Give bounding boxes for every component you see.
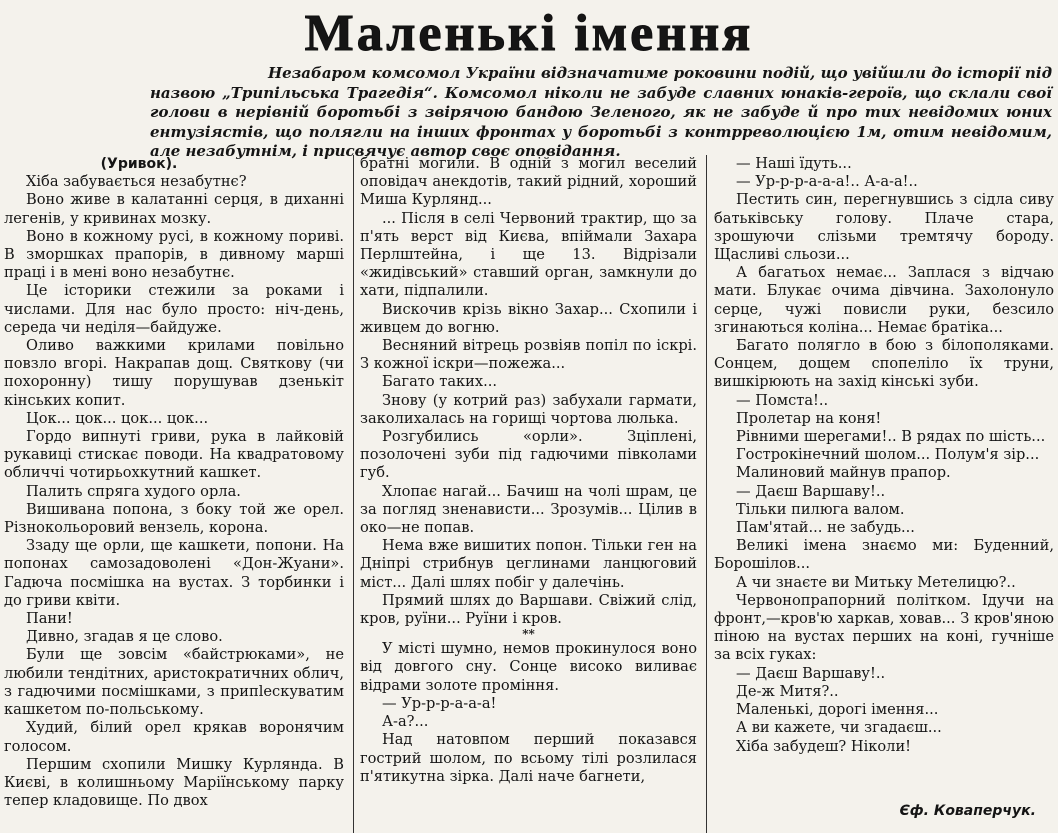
paragraph: Тільки пилюга валом. <box>736 500 905 518</box>
paragraph: — Ур-р-р-а-а-а!.. А-а-а!.. <box>736 173 918 191</box>
paragraph: Воно в кожному русі, в кожному пориві. В зморшках прапорів, в дивному марші праці і в мені воно незабутнє. <box>4 227 344 282</box>
paragraph: Воно живе в калатанні серця, в диханні легенів, у кривинах мозку. <box>4 191 344 227</box>
paragraph: Червонопрапорний політком. Ідучи на фронт,—кров'ю харкав, ховав... З кров'яною піною на вустах перших на коні, гучніше за всіх гуках: <box>714 591 1054 664</box>
paragraph: Пам'ятай... не забудь... <box>736 519 915 537</box>
paragraph: У місті шумно, немов прокинулося воно від довгого сну. Сонце високо виливає відрами золоте проміння. <box>360 640 697 694</box>
paragraph: — Даєш Варшаву!.. <box>736 482 886 500</box>
paragraph: Хлопає нагай... Бачиш на чолі шрам, це за погляд зненависти... Зрозумів... Цілив в око—не попав. <box>360 482 697 537</box>
paragraph: Пролетар на коня! <box>736 409 882 427</box>
paragraph: братні могили. В одній з могил веселий оповідач анекдотів, такий рідний, хороший Миша Курлянд... <box>360 155 697 209</box>
paragraph: Вишивана попона, з боку той же орел. Різнокольоровий вензель, корона. <box>4 500 344 537</box>
paragraph: Хіба забувається незабутнє? <box>26 173 247 191</box>
column-rule <box>353 155 354 833</box>
paragraph: Гордо випнуті гриви, рука в лайковій рукавиці стискає поводи. На квадратовому обличчі чотирьохкутний кашкет. <box>4 428 344 482</box>
column-2-paragraphs-continued <box>360 640 697 786</box>
paragraph: Пестить син, перегнувшись з сідла сиву батьківську голову. Плаче стара, зрошуючи слізьми тремтячу бороду. Щасливі сльози... <box>714 191 1054 264</box>
paragraph: Рівними шерегами!.. В рядах по шість... <box>736 428 1046 446</box>
paragraph: А ви кажете, чи згадаєш... <box>736 719 942 737</box>
paragraph: Багато полягло в бою з білополяками. Сонцем, дощем спопеліло їх труни, вишкірюють на захід кінські зуби. <box>714 337 1054 391</box>
column-2-paragraphs <box>360 155 697 628</box>
paragraph: А чи знаєте ви Митьку Метелицю?.. <box>736 573 1016 591</box>
paragraph: Вискочив крізь вікно Захар... Схопили і живцем до вогню. <box>360 300 697 336</box>
paragraph: Цок... цок... цок... цок... <box>26 409 209 427</box>
column-1-paragraphs <box>4 173 344 810</box>
column-3-paragraphs <box>714 155 1054 756</box>
paragraph: Прямий шлях до Варшави. Свіжий слід, кров, руїни... Руїни і кров. <box>360 591 697 628</box>
paragraph: Гострокінечний шолом... Полум'я зір... <box>736 446 1040 464</box>
paragraph: Оливо важкими крилами повільно повзло вгорі. Накрапав дощ. Святкову (чи похоронну) тишу порушував дзенькіт кінських копит. <box>4 337 344 409</box>
paragraph: Знову (у котрий раз) забухали гармати, заколихалась на горищі чортова люлька. <box>360 391 697 427</box>
paragraph: Великі імена знаємо ми: Буденний, Борошілов... <box>714 537 1054 573</box>
paragraph: Де-ж Митя?.. <box>736 682 839 700</box>
column-1 <box>4 155 344 833</box>
paragraph: Дивно, згадав я це слово. <box>26 628 223 646</box>
article-title: Маленькі імення <box>304 5 754 62</box>
column-3 <box>714 155 1054 833</box>
paragraph: Нема вже вишитих попон. Тільки ген на Дніпрі стрибнув цеглинами ланцюговий міст... Далі шлях побіг у далечінь. <box>360 537 697 591</box>
paragraph: — Ур-р-р-а-а-а! <box>382 694 497 712</box>
paragraph: — Даєш Варшаву!.. <box>736 664 886 682</box>
paragraph: А багатьох немає... Заплася з відчаю мати. Блукає очима дівчина. Захолонуло серце, чужі повисли руки, безсило згинаються коліна... Немає братіка... <box>714 264 1054 336</box>
paragraph: Це історики стежили за роками і числами. Для нас було просто: ніч-день, середа чи неділя—байдуже. <box>4 282 344 336</box>
paragraph: Були ще зовсім «байстрюками», не любили тендітних, аристократичних облич, з гадючими посмішками, з припleскуватим кашкетом по-польському. <box>4 646 344 719</box>
column-2 <box>360 155 697 833</box>
paragraph: Багато таких... <box>382 373 498 391</box>
article-intro <box>150 64 1052 162</box>
paragraph: Малиновий майнув прапор. <box>736 464 951 482</box>
paragraph: Розгубились «орли». Зціплені, позолочені зуби під гадючими півколами губ. <box>360 428 697 482</box>
paragraph: А-а?... <box>382 713 429 731</box>
paragraph: Палить спряга худого орла. <box>26 482 241 500</box>
intro-paragraph: Незабаром комсомол України відзначатиме роковини подій, що увійшли до історії під назвою „Трипільська Трагедія“. Комсомол ніколи не забуде славних юнаків-героїв, що склали свої голови в нерівній боротьбі з звірячою бандою Зеленого, як не забуде й про тих невідомих юних ентузіястів, що полягли на інших фронтах у боротьбі з контрреволюцією 1м, отим невідомим, але незабутнім, і присвячує автор своє оповідання. <box>150 64 1052 160</box>
paragraph: ... Після в селі Червоний трактир, що за п'ять верст від Києва, впіймали Захара Перлштейна, і ще 13. Відрізали «жидівський» ставший орган, замкнули до хати, підпалили. <box>360 209 697 300</box>
paragraph: Худий, білий орел крякав воронячим голосом. <box>4 719 344 755</box>
paragraph: Ззаду ще орли, ще кашкети, попони. На попонах самозадоволені «Дон-Жуани». Гадюча посмішка на вустах. З торбинки і до гриви квіти. <box>4 537 344 609</box>
paragraph: — Наші їдуть... <box>736 155 852 172</box>
paragraph: Хіба забудеш? Ніколи! <box>736 737 912 755</box>
article-body <box>0 155 1058 833</box>
section-break: ** <box>522 627 535 642</box>
article-subtitle: (Уривок). <box>100 156 178 172</box>
paragraph: Весняний вітрець розвіяв попіл по іскрі. З кожної іскри—пожежа... <box>360 337 697 373</box>
column-rule <box>706 155 707 833</box>
author-signature: Єф. Коваперчук. <box>899 803 1036 819</box>
paragraph: Першим схопили Мишку Курлянда. В Києві, в колишньому Маріїнському парку тепер кладовище. По двох <box>4 755 344 810</box>
paragraph: Маленькі, дорогі імення... <box>736 701 939 719</box>
paragraph: Над натовпом перший показався гострий шолом, по всьому тілі розлилася п'ятикутна зірка. Далі наче багнети, <box>360 731 697 785</box>
paragraph: Пани! <box>26 610 73 628</box>
paragraph: — Помста!.. <box>736 391 829 409</box>
